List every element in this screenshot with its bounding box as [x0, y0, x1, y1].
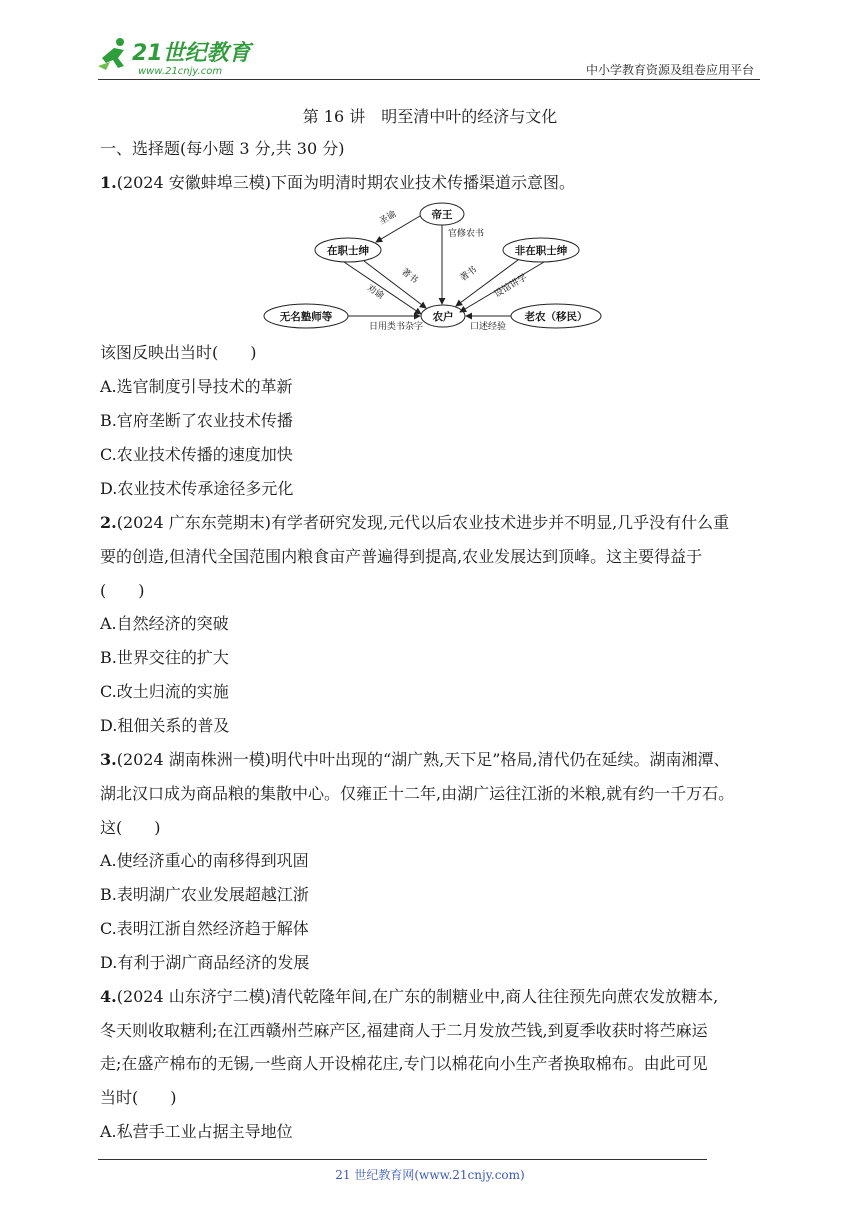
question-text: (2024 广东东莞期末)有学者研究发现,元代以后农业技术进步并不明显,几乎没有什么重 — [116, 513, 730, 532]
question-text: (2024 湖南株洲一模)明代中叶出现的“湖广熟,天下足”格局,清代仍在延续。湖南湘潭、 — [116, 750, 730, 769]
edge-label-official-books: 官修农书 — [447, 229, 485, 239]
question-3-stem — [100, 750, 760, 770]
question-text: (2024 山东济宁二模)清代乾隆年间,在广东的制糖业中,商人往往预先向蔗农发放糖本, — [116, 987, 719, 1006]
question-2-option-b[interactable]: B.世界交往的扩大 — [100, 648, 229, 667]
question-3-option-b[interactable]: B.表明湖广农业发展超越江浙 — [100, 885, 309, 904]
question-4-stem-line: 当时( ) — [100, 1088, 177, 1107]
footer-divider — [98, 1159, 707, 1160]
question-3-option-c[interactable]: C.表明江浙自然经济趋于解体 — [100, 919, 309, 938]
question-2-stem-line: ( ) — [100, 581, 145, 600]
label-gentry: 在职士绅 — [327, 245, 369, 257]
question-2-stem-line: 要的创造,但清代全国范围内粮食亩产普遍得到提高,农业发展达到顶峰。这主要得益于 — [100, 547, 703, 566]
question-4-option-a[interactable]: A.私营手工业占据主导地位 — [100, 1122, 293, 1141]
edge-label-persuade: 劝谕 — [364, 283, 386, 302]
header-divider — [98, 79, 760, 80]
question-2-option-a[interactable]: A.自然经济的突破 — [100, 614, 229, 633]
question-4-stem-line: 冬天则收取糖利;在江西赣州苎麻产区,福建商人于二月发放苎钱,到夏季收获时将苎麻运 — [100, 1021, 708, 1040]
question-number: 3. — [100, 750, 117, 769]
edge-label-lecture: 设馆讲学 — [492, 272, 529, 300]
question-1-prompt: 该图反映出当时( ) — [100, 343, 257, 362]
edge-label-edict: 圣谕 — [377, 209, 399, 228]
question-2-option-d[interactable]: D.租佃关系的普及 — [100, 716, 230, 735]
question-3-option-a[interactable]: A.使经济重心的南移得到巩固 — [100, 851, 309, 870]
question-1-option-c[interactable]: C.农业技术传播的速度加快 — [100, 445, 293, 464]
question-1-option-a[interactable]: A.选官制度引导技术的革新 — [100, 377, 293, 396]
question-1-stem — [100, 173, 760, 193]
runner-icon — [98, 38, 124, 70]
edge-label-books-right: 著书 — [458, 264, 479, 284]
question-3-stem-line: 湖北汉口成为商品粮的集散中心。仅雍正十二年,由湖广运往江浙的米粮,就有约一千万石。 — [100, 784, 735, 803]
logo-url: www.21cnjy.com — [138, 66, 223, 77]
question-1-option-d[interactable]: D.农业技术传承途径多元化 — [100, 479, 294, 498]
section-heading: 一、选择题(每小题 3 分,共 30 分) — [100, 139, 345, 158]
question-1-option-b[interactable]: B.官府垄断了农业技术传播 — [100, 411, 293, 430]
page-title: 第 16 讲 明至清中叶的经济与文化 — [302, 107, 558, 126]
label-non-gentry: 非在职士绅 — [514, 245, 568, 257]
question-3-option-d[interactable]: D.有利于湖广商品经济的发展 — [100, 953, 310, 972]
label-teachers: 无名塾师等 — [279, 311, 333, 323]
question-number: 1. — [100, 173, 117, 192]
footer-link[interactable]: 21 世纪教育网(www.21cnjy.com) — [335, 1168, 525, 1182]
site-logo — [94, 36, 264, 80]
label-emperor: 帝王 — [431, 209, 453, 221]
label-farmer: 农户 — [432, 311, 454, 323]
question-number: 2. — [100, 513, 117, 532]
edge-label-oral: 口述经验 — [469, 322, 507, 332]
question-4-stem-line: 走;在盛产棉布的无锡,一些商人开设棉花庄,专门以棉花向小生产者换取棉布。由此可见 — [100, 1054, 708, 1073]
header-platform-name: 中小学教育资源及组卷应用平台 — [585, 63, 754, 77]
logo-text: 21世纪教育 — [132, 41, 251, 66]
question-2-stem — [100, 513, 760, 533]
question-number: 4. — [100, 987, 117, 1006]
question-4-stem — [100, 987, 760, 1007]
question-2-option-c[interactable]: C.改土归流的实施 — [100, 682, 229, 701]
question-3-stem-line: 这( ) — [100, 818, 161, 837]
question-text: (2024 安徽蚌埠三模)下面为明清时期农业技术传播渠道示意图。 — [116, 173, 575, 192]
agri-tech-diagram — [256, 198, 608, 334]
label-old-farmer: 老农（移民） — [524, 311, 588, 323]
edge-label-daily-books: 日用类书杂字 — [368, 322, 424, 332]
edge-label-books-left: 著书 — [399, 266, 420, 286]
